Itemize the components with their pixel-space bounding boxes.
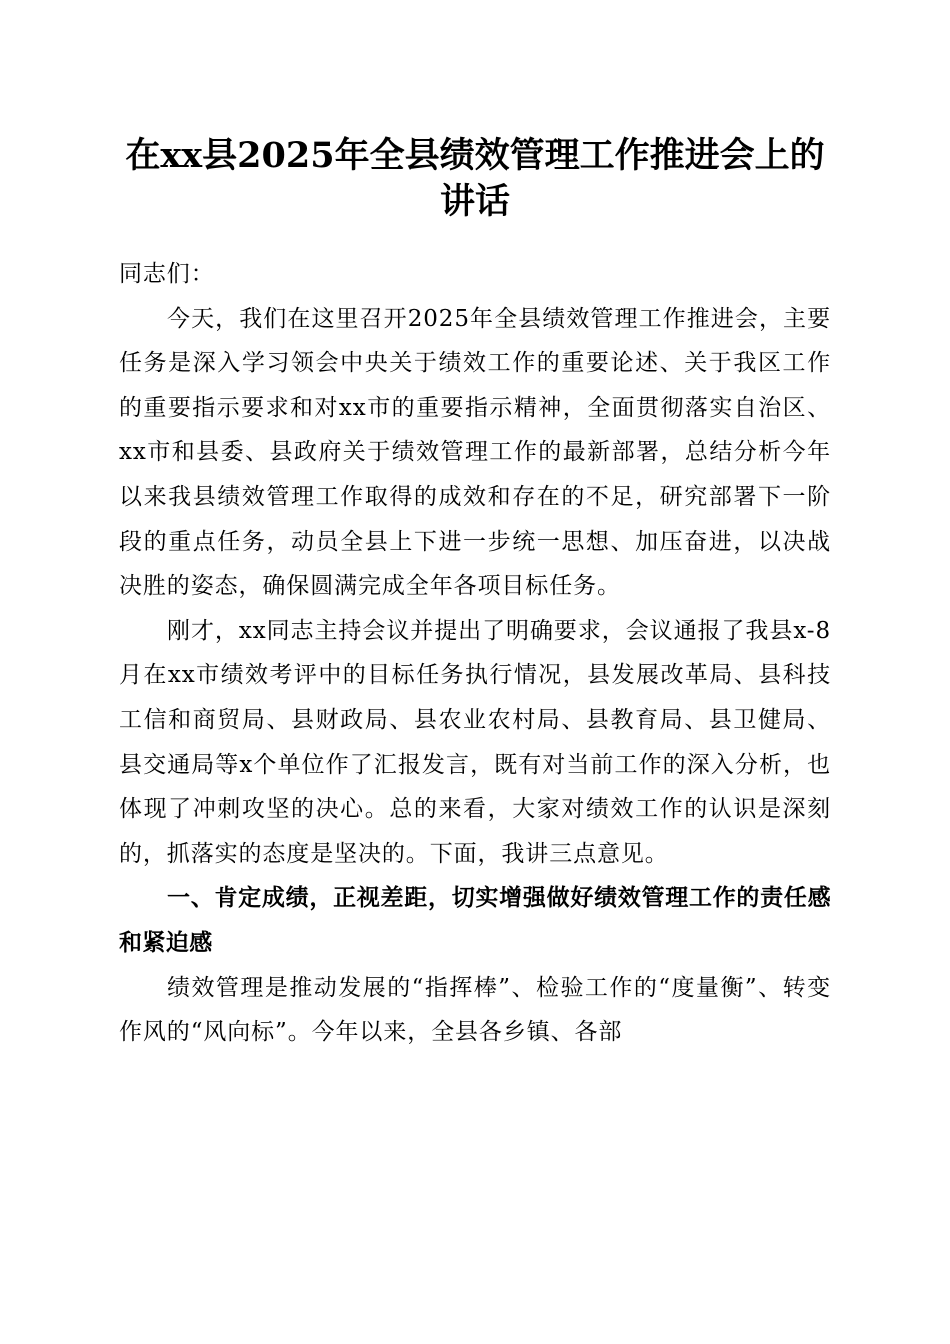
section-heading-1: 一、肯定成绩，正视差距，切实增强做好绩效管理工作的责任感和紧迫感 <box>119 885 831 956</box>
title-line-1: 在xx县2025年全县绩效管理工作推进会上的 <box>125 135 825 176</box>
paragraph-review: 刚才，xx同志主持会议并提出了明确要求，会议通报了我县x-8月在xx市绩效考评中的目标任务执行情况，县发展改革局、县科技工信和商贸局、县财政局、县农业农村局、县教育局、县卫健局、县交通局等x个单位作了汇报发言，既有对当前工作的深入分析，也体现了冲刺攻坚的决心。总的来看，大家对绩效工作的认识是深刻的，抓落实的态度是坚决的。下面，我讲三点意见。 <box>119 617 831 867</box>
salutation: 同志们： <box>119 261 215 287</box>
document-body <box>119 252 831 1055</box>
paragraph-opening: 今天，我们在这里召开2025年全县绩效管理工作推进会，主要任务是深入学习领会中央关于绩效工作的重要论述、关于我区工作的重要指示要求和对xx市的重要指示精神，全面贯彻落实自治区、xx市和县委、县政府关于绩效管理工作的最新部署，总结分析今年以来我县绩效管理工作取得的成效和存在的不足，研究部署下一阶段的重点任务，动员全县上下进一步统一思想、加压奋进，以决战决胜的姿态，确保圆满完成全年各项目标任务。 <box>119 305 831 600</box>
document-title <box>100 133 850 225</box>
section-1-paragraph: 绩效管理是推动发展的“指挥棒”、检验工作的“度量衡”、转变作风的“风向标”。今年以来，全县各乡镇、各部 <box>119 974 831 1046</box>
title-line-2: 讲话 <box>439 181 510 222</box>
